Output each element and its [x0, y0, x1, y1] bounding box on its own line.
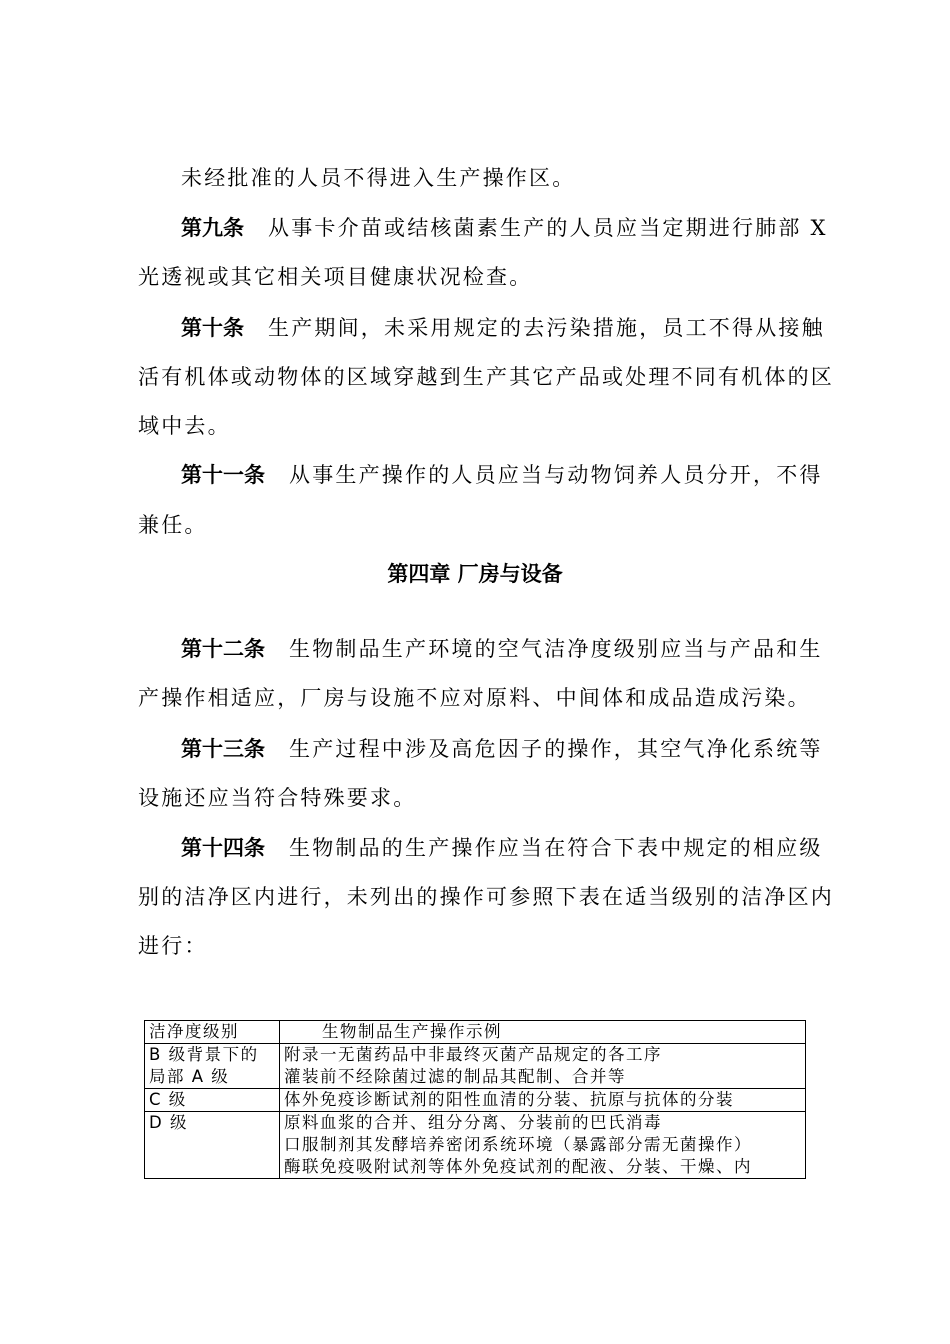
level-cell [145, 1044, 280, 1089]
cleanliness-table [144, 1020, 806, 1179]
paragraph-text: 从事生产操作的人员应当与动物饲养人员分开，不得 [289, 463, 823, 487]
paragraph-text: 生产过程中涉及高危因子的操作，其空气净化系统等 [289, 737, 823, 761]
table-row [145, 1112, 806, 1179]
level-cell [145, 1112, 280, 1179]
paragraph-text: 兼任。 [138, 513, 208, 537]
level-cell [145, 1089, 280, 1112]
paragraph-line [138, 882, 834, 912]
chapter-title: 第四章 厂房与设备 [387, 562, 563, 586]
paragraph-line [138, 411, 231, 441]
paragraph-line [181, 163, 575, 193]
paragraph-line [138, 362, 834, 392]
paragraph-text: 从事卡介苗或结核菌素生产的人员应当定期进行肺部 X [268, 216, 828, 240]
paragraph-text: 生物制品的生产操作应当在符合下表中规定的相应级 [289, 836, 823, 860]
paragraph-line [138, 783, 416, 813]
operation-item: 附录一无菌药品中非最终灭菌产品规定的各工序 [284, 1045, 662, 1064]
paragraph-text: 进行： [138, 934, 208, 958]
operations-cell [280, 1089, 806, 1112]
article-number: 第十一条 [181, 463, 265, 487]
operations-cell [280, 1112, 806, 1179]
article-13 [181, 734, 823, 764]
paragraph-text: 生产期间，未采用规定的去污染措施，员工不得从接触 [268, 316, 825, 340]
paragraph-text: 域中去。 [138, 414, 231, 438]
article-number: 第十二条 [181, 637, 265, 661]
operation-item: 原料血浆的合并、组分分离、分装前的巴氏消毒 [284, 1113, 662, 1132]
level-text: B 级背景下的 [149, 1045, 259, 1064]
article-10 [181, 313, 825, 343]
level-text: C 级 [149, 1090, 187, 1109]
column-header-level: 洁净度级别 [145, 1021, 280, 1044]
paragraph-line [138, 262, 532, 292]
article-number: 第十条 [181, 316, 244, 340]
paragraph-text: 产操作相适应，厂房与设施不应对原料、中间体和成品造成污染。 [138, 686, 811, 710]
table-row [145, 1044, 806, 1089]
article-14 [181, 833, 823, 863]
operation-item: 体外免疫诊断试剂的阳性血清的分装、抗原与抗体的分装 [284, 1090, 734, 1109]
article-11 [181, 460, 823, 490]
column-header-operations: 生物制品生产操作示例 [280, 1021, 806, 1044]
article-number: 第十三条 [181, 737, 265, 761]
article-12 [181, 634, 823, 664]
article-number: 第十四条 [181, 836, 265, 860]
level-text: D 级 [149, 1113, 188, 1132]
article-number: 第九条 [181, 216, 244, 240]
paragraph-text: 别的洁净区内进行，未列出的操作可参照下表在适当级别的洁净区内 [138, 885, 834, 909]
level-text: 局部 A 级 [149, 1067, 230, 1086]
paragraph-text: 生物制品生产环境的空气洁净度级别应当与产品和生 [289, 637, 823, 661]
operation-item: 酶联免疫吸附试剂等体外免疫试剂的配液、分装、干燥、内 [284, 1157, 752, 1176]
paragraph-text: 光透视或其它相关项目健康状况检查。 [138, 265, 533, 289]
paragraph-text: 未经批准的人员不得进入生产操作区。 [181, 166, 576, 190]
paragraph-line [138, 683, 811, 713]
table-row [145, 1089, 806, 1112]
paragraph-text: 活有机体或动物体的区域穿越到生产其它产品或处理不同有机体的区 [138, 365, 834, 389]
operation-item: 口服制剂其发酵培养密闭系统环境（暴露部分需无菌操作） [284, 1135, 752, 1154]
paragraph-text: 设施还应当符合特殊要求。 [138, 786, 417, 810]
paragraph-line [138, 931, 208, 961]
table-header-row [145, 1021, 806, 1044]
paragraph-line [138, 510, 208, 540]
article-9 [181, 213, 828, 243]
operation-item: 灌装前不经除菌过滤的制品其配制、合并等 [284, 1067, 626, 1086]
operations-cell [280, 1044, 806, 1089]
